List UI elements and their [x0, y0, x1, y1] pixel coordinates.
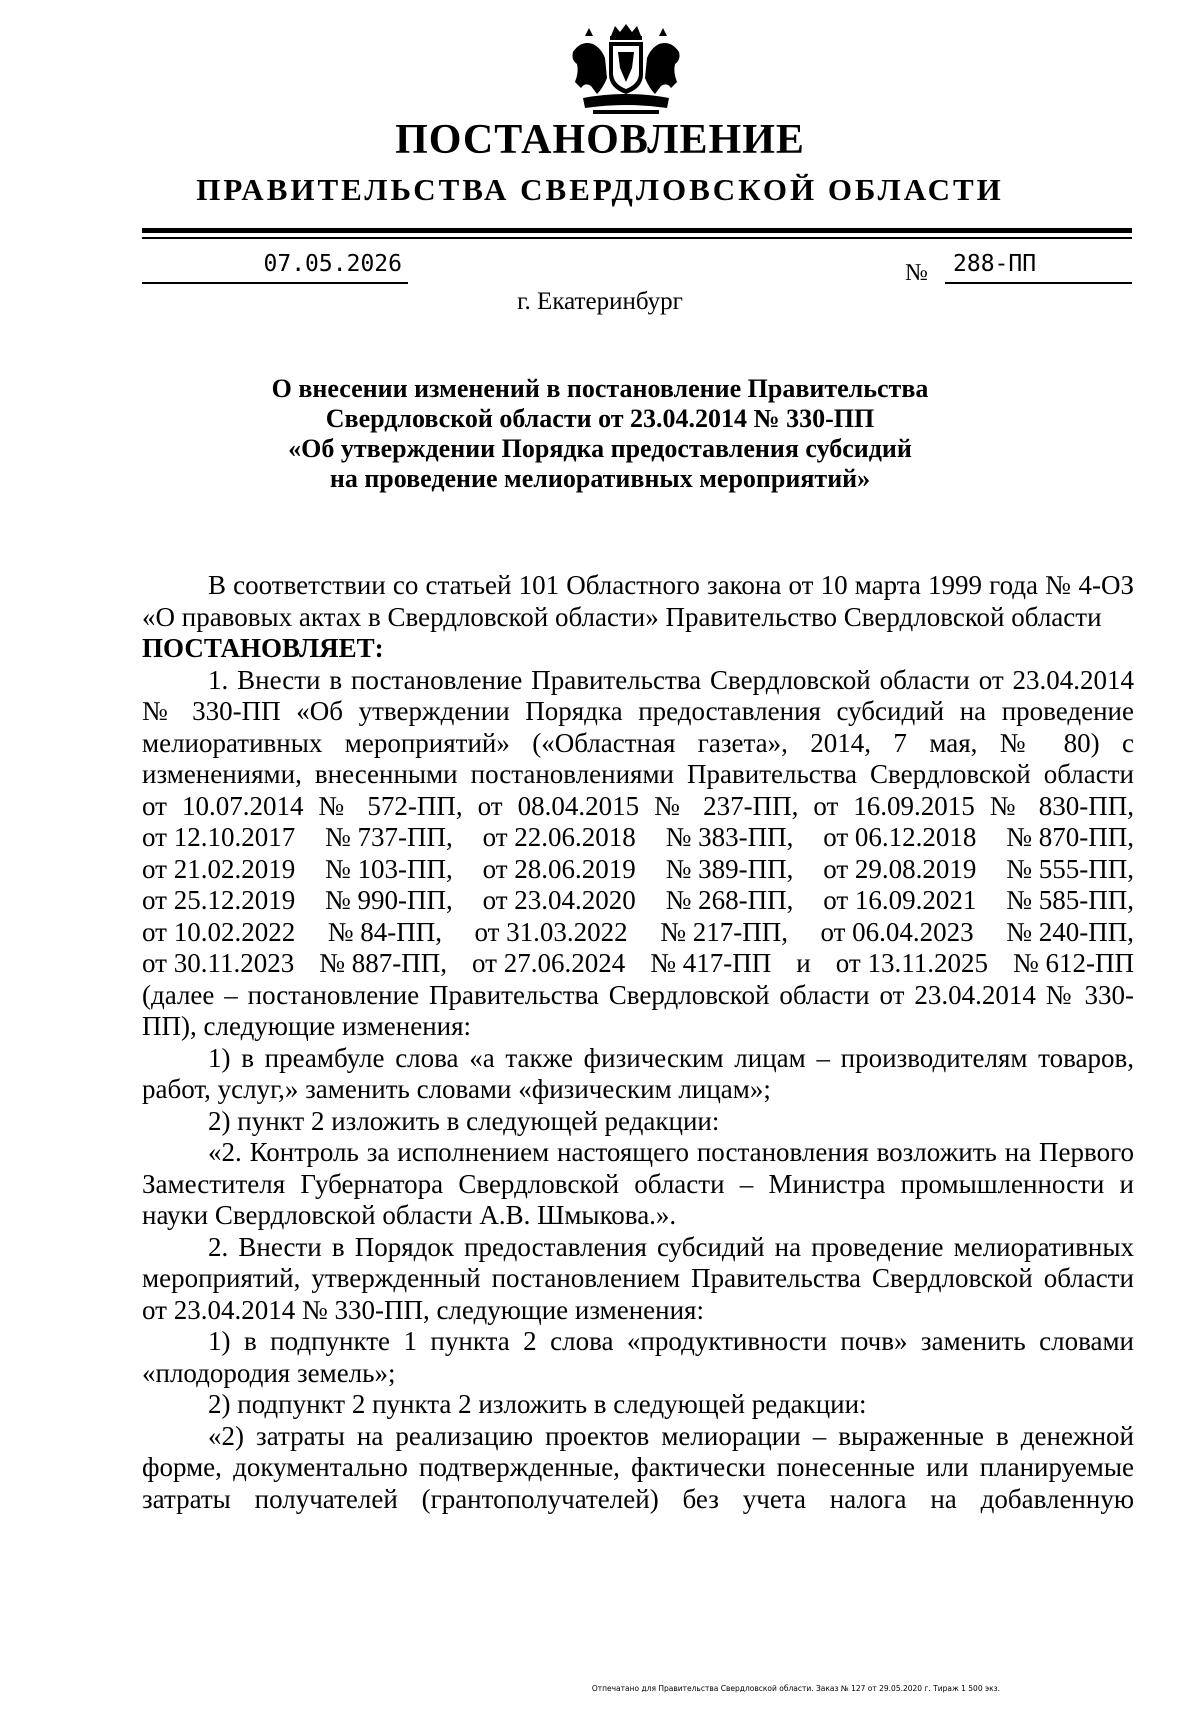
amendment-cell: от 23.04.2020 [482, 885, 636, 915]
amendment-cell: № 737-ПП, [325, 822, 453, 852]
amendment-cell: от 25.12.2019 [142, 885, 296, 915]
header-rule-thin [142, 237, 1132, 239]
amendment-cell: от 12.10.2017 [142, 822, 296, 852]
amendment-cell: № 383-ПП, [665, 822, 794, 852]
amendment-cell: № 555-ПП, [1006, 853, 1134, 884]
amendment-row [142, 854, 1134, 886]
subject-line: на проведение мелиоративных мероприятий» [329, 464, 871, 493]
item-2-subitem-1: 1) в подпункте 1 пункта 2 слова «продуктивности почв» заменить словами «плодородия земель»; [142, 1326, 1134, 1388]
amendment-cell: № 870-ПП, [1006, 822, 1134, 852]
amendment-cell: № 217-ПП, [660, 916, 788, 947]
print-footer: Отпечатано для Правительства Свердловской области. Заказ № 127 от 29.05.2020 г. Тираж 1 500 экз. [591, 1684, 1000, 1693]
item-2-intro: 2. Внести в Порядок предоставления субсидий на проведение мелиоративных мероприятий, утвержденный постановлением Правительства Свердловской области от 23.04.2014 № 330-ПП, следующие изменения: [142, 1231, 1134, 1325]
city-line: г. Екатеринбург [517, 288, 683, 315]
amendment-row [142, 917, 1134, 949]
amendment-cell: и [796, 948, 811, 978]
amendment-cell: № 84-ПП, [327, 916, 442, 947]
document-date: 07.05.2026 [142, 250, 408, 284]
amendment-cell: № 417-ПП [650, 948, 772, 978]
amendment-cell: от 27.06.2024 [472, 948, 626, 978]
amendment-cell: от 21.02.2019 [142, 853, 296, 884]
amendment-cell: от 22.06.2018 [482, 822, 636, 852]
amendment-cell: № 612-ПП [1013, 948, 1134, 978]
amendment-cell: № 103-ПП, [325, 853, 453, 884]
amendment-cell: от 29.08.2019 [823, 853, 977, 884]
item-1-intro: 1. Внести в постановление Правительства Свердловской области от 23.04.2014 № 330-ПП «Об утверждении Порядка предоставления субсидий на проведение мелиоративных мероприятий» («Областная газета», 2014, 7 мая, № 80) с изменениями, внесенными постановлениями Правительства Свердловской области от 10.07.2014 № 572-ПП, от 08.04.2015 № 237-ПП, от 16.09.2015 № 830-ПП, [142, 664, 1134, 821]
amendment-cell: от 13.11.2025 [835, 948, 988, 978]
amendment-cell: № 990-ПП, [325, 885, 453, 915]
amendment-cell: № 585-ПП, [1006, 885, 1134, 915]
amendment-cell: от 28.06.2019 [482, 853, 636, 884]
header-rule-thick [142, 228, 1132, 233]
subject-line: О внесении изменений в постановление Правительства [271, 374, 929, 403]
document-number: 288-ПП [945, 250, 1132, 284]
item-1-subitem-1: 1) в преамбуле слова «а также физическим лицам – производителям товаров, работ, услуг,» заменить словами «физическим лицам»; [142, 1042, 1134, 1104]
amendment-row [142, 885, 1134, 917]
amendment-cell: от 31.03.2022 [474, 916, 628, 947]
amendment-cell: от 10.02.2022 [142, 916, 296, 947]
item-1-tail: (далее – постановление Правительства Свердловской области от 23.04.2014 № 330-ПП), следующие изменения: [142, 979, 1134, 1041]
amendment-row [142, 822, 1134, 854]
document-body [142, 570, 1134, 1515]
amendment-cell: от 06.04.2023 [820, 916, 974, 947]
document-subject [200, 374, 1000, 494]
amendment-row [142, 948, 1134, 980]
item-1-subitem-2-text: «2. Контроль за исполнением настоящего постановления возложить на Первого Заместителя Губернатора Свердловской области – Министра промышленности и науки Свердловской области А.В. Шмыкова.». [142, 1137, 1134, 1230]
item-2-subitem-2: 2) подпункт 2 пункта 2 изложить в следующей редакции: [208, 1389, 867, 1419]
amendment-cell: от 30.11.2023 [142, 948, 295, 978]
coat-of-arms-emblem [563, 22, 689, 120]
amendment-cell: от 06.12.2018 [823, 822, 977, 852]
number-label: № [905, 260, 928, 286]
item-2-subitem-2-text: «2) затраты на реализацию проектов мелиорации – выраженные в денежной форме, документально подтвержденные, фактически понесенные или планируемые затраты получателей (грантополучателей) без учета налога на добавленную [142, 1420, 1134, 1514]
item-1-subitem-2: 2) пункт 2 изложить в следующей редакции: [208, 1105, 720, 1136]
amendment-cell: № 268-ПП, [665, 885, 794, 915]
amendment-cell: № 887-ПП, [319, 948, 447, 978]
amendment-cell: № 389-ПП, [665, 853, 794, 884]
issuer-title: ПРАВИТЕЛЬСТВА СВЕРДЛОВСКОЙ ОБЛАСТИ [196, 172, 1004, 207]
resolve-heading: ПОСТАНОВЛЯЕТ: [142, 633, 384, 663]
subject-line: Свердловской области от 23.04.2014 № 330-ПП [325, 404, 875, 433]
amendment-cell: от 16.09.2021 [823, 885, 977, 915]
document-type-title: ПОСТАНОВЛЕНИЕ [395, 117, 805, 163]
subject-line: «Об утверждении Порядка предоставления субсидий [288, 434, 912, 463]
preamble-paragraph: В соответствии со статьей 101 Областного закона от 10 марта 1999 года № 4-ОЗ «О правовых актах в Свердловской области» Правительство Свердловской области [142, 570, 1134, 632]
amendment-cell: № 240-ПП, [1006, 916, 1134, 947]
